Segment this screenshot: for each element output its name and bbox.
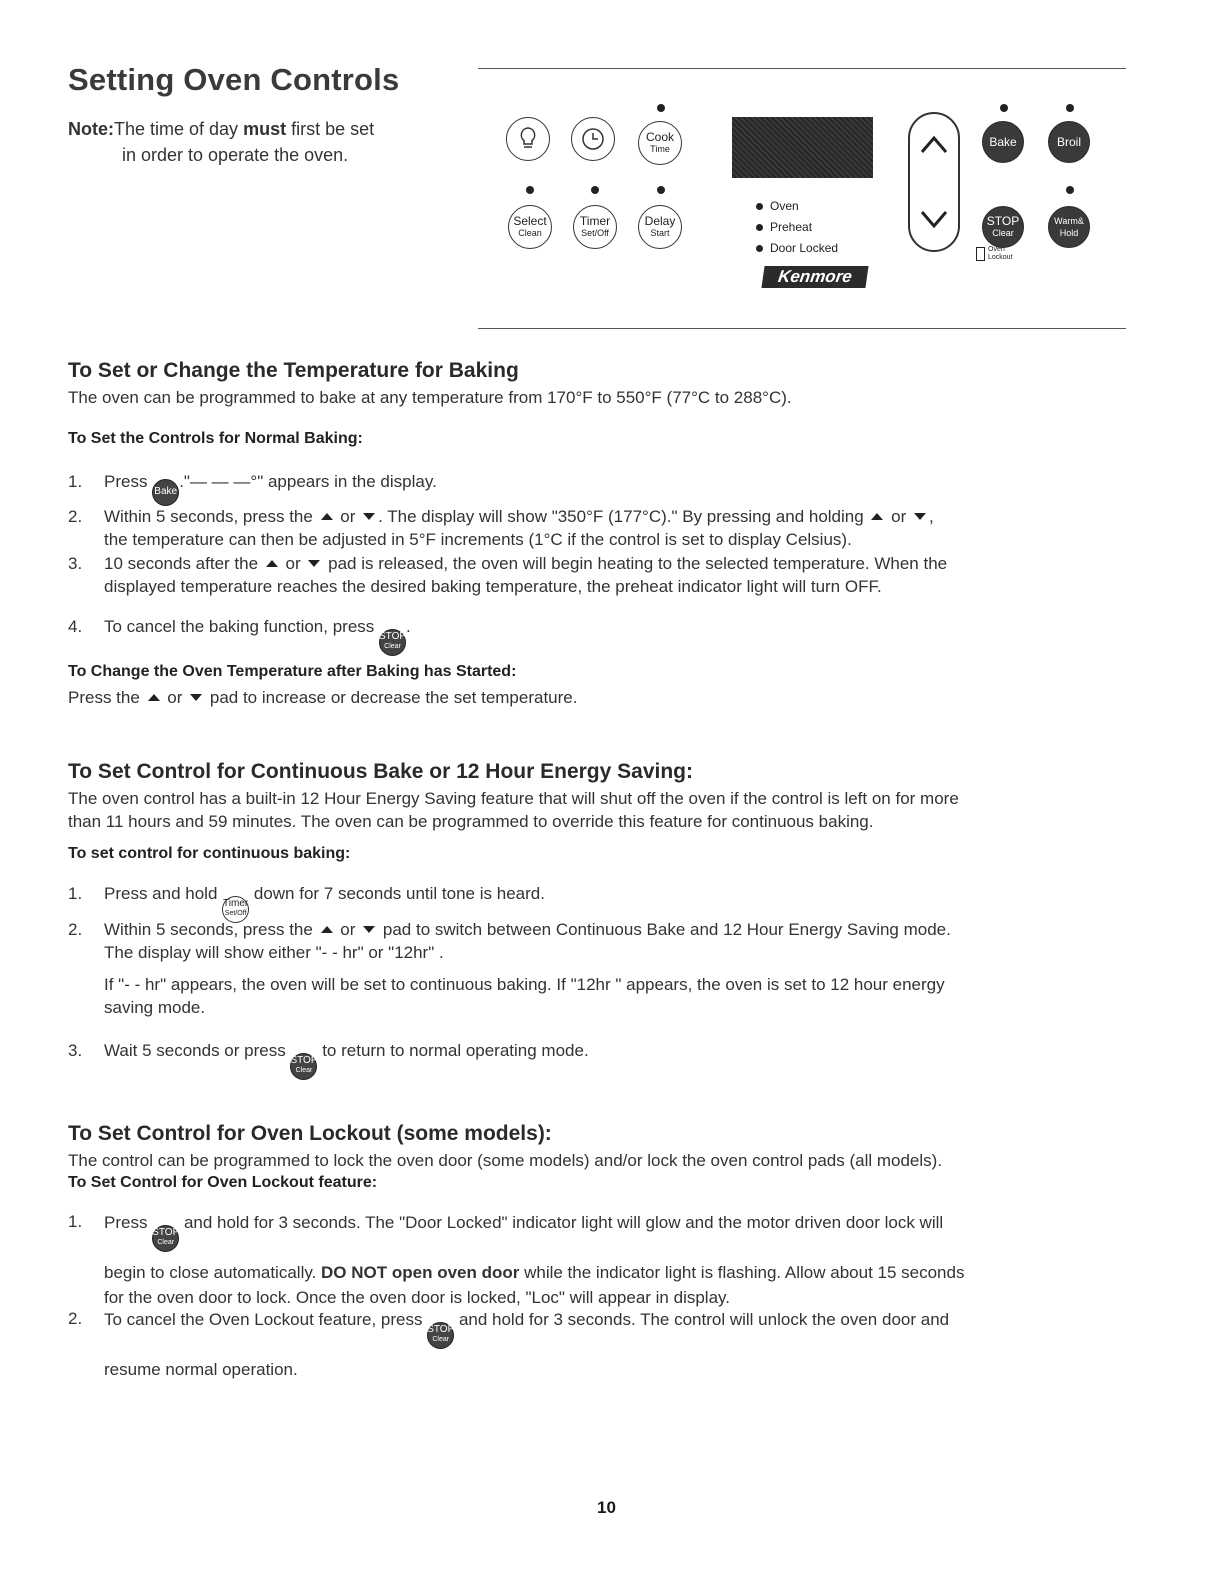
list-text: resume normal operation.: [104, 1359, 298, 1379]
list-text: Within 5 seconds, press the: [104, 507, 313, 526]
lockout-line2: Lockout: [988, 254, 1013, 261]
broil-pad: [1048, 121, 1090, 163]
oven-light-pad: [506, 117, 550, 161]
list-text: 10 seconds after the: [104, 554, 259, 573]
clock-pad: [571, 117, 615, 161]
list-text: pad to switch between Continuous Bake and 12 Hour Energy Saving mode.: [382, 920, 951, 939]
pad-label: Broil: [1056, 135, 1081, 149]
section-intro: [68, 787, 959, 833]
list-text: To cancel the baking function, press: [104, 617, 375, 636]
bake-pad: [982, 121, 1024, 163]
subheading-normal-baking: To Set the Controls for Normal Baking:: [68, 430, 363, 447]
list-number: 1.: [68, 1212, 83, 1231]
panel-top-rule: [478, 68, 1126, 69]
indicator-dot: [1066, 104, 1074, 112]
list-number: 3.: [68, 1041, 83, 1060]
list-number: 4.: [68, 617, 83, 636]
page-number: 10: [597, 1498, 616, 1517]
oven-display: [732, 117, 873, 178]
list-text: saving mode.: [104, 998, 206, 1017]
indicator-dot: [1000, 104, 1008, 112]
light-bulb-icon: [517, 126, 539, 152]
list-number: 2.: [68, 920, 83, 939]
up-arrow-icon: [148, 694, 160, 701]
stop-clear-icon: [290, 1053, 317, 1080]
list-text: Within 5 seconds, press the: [104, 920, 313, 939]
stop-clear-icon: [379, 629, 406, 656]
indicator-lights: [756, 196, 838, 259]
list-number: 3.: [68, 554, 83, 573]
list-text: or: [340, 920, 356, 939]
icon-sublabel: Clear: [432, 1336, 450, 1343]
text: pad to increase or decrease the set temperature.: [209, 688, 578, 707]
section-heading-baking: To Set or Change the Temperature for Baking: [68, 359, 519, 382]
list-text: and hold for 3 seconds. The "Door Locked" indicator light will glow and the motor driven door lock will: [183, 1213, 944, 1232]
section-intro: The oven can be programmed to bake at any temperature from 170°F to 550°F (77°C to 288°C).: [68, 388, 792, 407]
lock-icon: [976, 247, 985, 261]
clock-icon: [580, 126, 606, 152]
indicator-preheat: [756, 217, 838, 238]
note: [68, 116, 448, 168]
list-number: 1.: [68, 472, 83, 491]
down-arrow-icon: [308, 560, 320, 567]
icon-label: Bake: [154, 486, 178, 497]
pad-sublabel: Hold: [1059, 228, 1079, 238]
pad-sublabel: Set/Off: [581, 228, 609, 238]
list-text: or: [891, 507, 907, 526]
list-text: Press: [104, 1213, 148, 1232]
list-text: To cancel the Oven Lockout feature, press: [104, 1310, 423, 1329]
list-text: the temperature can then be adjusted in 5°F increments (1°C if the control is set to display Celsius).: [104, 530, 852, 549]
pad-label: Bake: [989, 135, 1017, 149]
brand-logo: Kenmore: [761, 266, 868, 288]
stop-clear-pad: [982, 206, 1024, 248]
icon-sublabel: Clear: [384, 643, 401, 650]
down-arrow-icon: [918, 204, 950, 236]
list-text: The display will show either "- - hr" or "12hr" .: [104, 943, 444, 962]
text: Press the: [68, 688, 140, 707]
stop-clear-icon: [152, 1225, 179, 1252]
down-arrow-icon: [363, 926, 375, 933]
down-arrow-icon: [363, 513, 375, 520]
icon-sublabel: Clear: [157, 1239, 175, 1246]
indicator-dot: [657, 186, 665, 194]
subheading-continuous-baking: To set control for continuous baking:: [68, 845, 351, 862]
pad-sublabel: Clear: [992, 228, 1014, 238]
list-text: or: [340, 507, 356, 526]
indicator-dot: [591, 186, 599, 194]
down-arrow-icon: [914, 513, 926, 520]
icon-sublabel: Clear: [295, 1067, 313, 1074]
down-arrow-icon: [190, 694, 202, 701]
pad-label: STOP: [986, 214, 1020, 228]
panel-bottom-rule: [478, 328, 1126, 329]
lockout-line1: Oven: [988, 246, 1005, 253]
up-arrow-icon: [266, 560, 278, 567]
list-number: 1.: [68, 884, 83, 903]
text: The oven control has a built-in 12 Hour Energy Saving feature that will shut off the oven if the control is left on for more: [68, 789, 959, 808]
up-arrow-icon: [918, 128, 950, 160]
indicator-dot: [1066, 186, 1074, 194]
indicator-door-locked: [756, 238, 838, 259]
stop-clear-icon: [427, 1322, 454, 1349]
indicator-oven: [756, 196, 838, 217]
note-emphasis: must: [243, 119, 287, 139]
subheading-lockout-feature: To Set Control for Oven Lockout feature:: [68, 1174, 378, 1191]
list-text: and hold for 3 seconds. The control will unlock the oven door and: [458, 1310, 950, 1329]
list-text: Press and hold: [104, 884, 218, 903]
delay-start-pad: [638, 205, 682, 249]
pad-sublabel: Clean: [518, 228, 542, 238]
note-line2: in order to operate the oven.: [122, 145, 349, 165]
note-label: Note:: [68, 119, 114, 139]
list-text: Wait 5 seconds or press: [104, 1041, 286, 1060]
up-arrow-icon: [871, 513, 883, 520]
indicator-label: Oven: [770, 199, 799, 213]
list-text: ,: [929, 507, 934, 526]
pad-label: Timer: [579, 214, 611, 228]
up-arrow-icon: [321, 926, 333, 933]
icon-sublabel: Set/Off: [224, 910, 247, 917]
pad-sublabel: Time: [650, 144, 670, 154]
icon-label: STOP: [379, 631, 407, 642]
paragraph: [68, 686, 577, 709]
list-text: pad is released, the oven will begin heating to the selected temperature. When the: [328, 554, 948, 573]
arrow-pad-frame: [908, 112, 960, 252]
pad-sublabel: Start: [650, 228, 670, 238]
list-text: to return to normal operating mode.: [322, 1041, 589, 1060]
pad-label: Cook: [645, 130, 674, 144]
section-intro: The control can be programmed to lock the oven door (some models) and/or lock the oven control pads (all models).: [68, 1151, 943, 1170]
icon-label: STOP: [427, 1324, 455, 1335]
list-text: ."— — —°" appears in the display.: [179, 472, 437, 491]
list-text: down for 7 seconds until tone is heard.: [253, 884, 545, 903]
oven-lockout-label: [976, 246, 1013, 262]
subheading-change-temp: To Change the Oven Temperature after Baking has Started:: [68, 663, 517, 680]
note-text: The time of day: [114, 119, 244, 139]
section-heading-oven-lockout: To Set Control for Oven Lockout (some models):: [68, 1122, 552, 1145]
list-text: for the oven door to lock. Once the oven door is locked, "Loc" will appear in display.: [104, 1287, 730, 1307]
bake-pad-icon: [152, 479, 179, 506]
indicator-dot: [526, 186, 534, 194]
list-text: or: [285, 554, 301, 573]
icon-label: STOP: [290, 1055, 318, 1066]
pad-label: Delay: [644, 214, 676, 228]
indicator-dot: [657, 104, 665, 112]
text: than 11 hours and 59 minutes. The oven can be programmed to override this feature for continuous baking.: [68, 812, 874, 831]
indicator-label: Door Locked: [770, 241, 839, 255]
icon-label: STOP: [152, 1227, 180, 1238]
list-text: If "- - hr" appears, the oven will be set to continuous baking. If "12hr " appears, the oven is set to 12 hour energy: [104, 975, 945, 994]
list-text: Press: [104, 472, 148, 491]
pad-label: Select: [513, 214, 547, 228]
warning-text: DO NOT open oven door: [321, 1262, 520, 1282]
list-number: 2.: [68, 507, 83, 526]
select-clean-pad: [508, 205, 552, 249]
list-text: displayed temperature reaches the desired baking temperature, the preheat indicator light will turn OFF.: [104, 577, 882, 596]
indicator-label: Preheat: [770, 220, 813, 234]
cook-time-pad: [638, 121, 682, 165]
page-title: Setting Oven Controls: [68, 62, 400, 97]
pad-label: Warm&: [1054, 216, 1084, 226]
list-text: .: [406, 617, 411, 636]
icon-label: Timer: [223, 898, 249, 909]
section-heading-continuous-bake: To Set Control for Continuous Bake or 12 Hour Energy Saving:: [68, 760, 693, 783]
warm-hold-pad: [1048, 206, 1090, 248]
list-text: . The display will show "350°F (177°C)." By pressing and holding: [378, 507, 864, 526]
text: or: [167, 688, 183, 707]
list-text: begin to close automatically.: [104, 1262, 322, 1282]
list-text: while the indicator light is flashing. Allow about 15 seconds: [519, 1262, 965, 1282]
note-text-after: first be set: [286, 119, 375, 139]
up-arrow-icon: [321, 513, 333, 520]
timer-pad: [573, 205, 617, 249]
list-number: 2.: [68, 1309, 83, 1328]
